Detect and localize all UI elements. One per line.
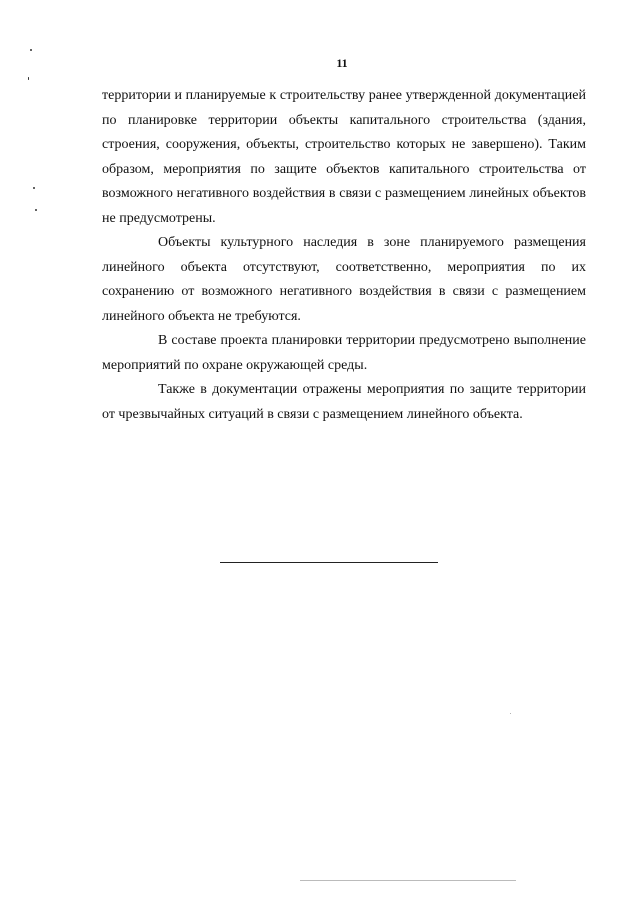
scan-speck <box>28 77 29 80</box>
paragraph-environment: В составе проекта планировки территории предусмотрено выполнение мероприятий по охране окружающей среды. <box>102 333 586 373</box>
bottom-edge-line <box>300 880 516 881</box>
scan-speck <box>33 187 35 189</box>
document-body <box>102 84 586 427</box>
paragraph-emergency: Также в документации отражены мероприятия по защите территории от чрезвычайных ситуаций в связи с размещением линейного объекта. <box>102 382 586 422</box>
paragraph-cultural-heritage: Объекты культурного наследия в зоне планируемого размещения линейного объекта отсутствуют, соответственно, мероприятия по их сохранению от возможного негативного воздействия в связи с размещением линейного объекта не требуются. <box>102 235 586 324</box>
end-of-text-divider <box>220 562 438 563</box>
scan-speck <box>510 713 511 714</box>
paragraph-continuation: территории и планируемые к строительству ранее утвержденной документацией по планировке территории объекты капитального строительства (здания, строения, сооружения, объекты, строительство которых не завершено). Таким образом, мероприятия по защите объектов капитального строительства от возможного негативного воздействия в связи с размещением линейных объектов не предусмотрены. <box>102 88 586 226</box>
page-number: 11 <box>336 56 348 70</box>
scan-speck <box>30 49 32 51</box>
scan-speck <box>35 209 37 211</box>
